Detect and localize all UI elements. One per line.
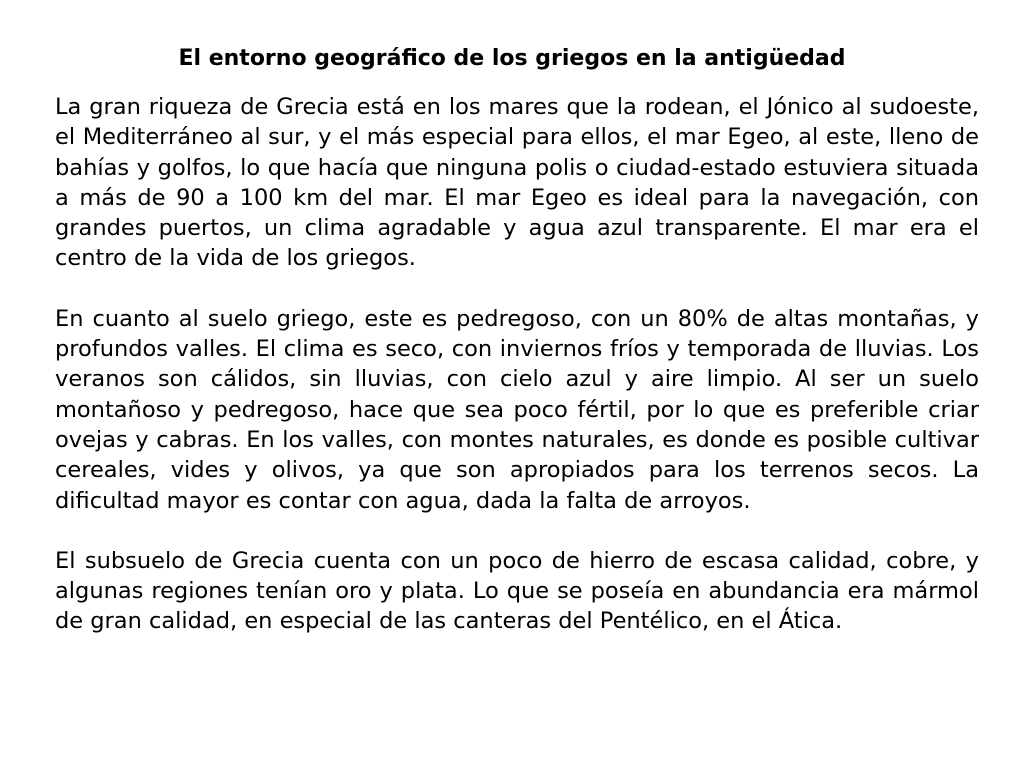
slide-body xyxy=(55,92,979,667)
paragraph-subsoil: El subsuelo de Grecia cuenta con un poco de hierro de escasa calidad, cobre, y algunas regiones tenían oro y plata. Lo que se poseía en abundancia era mármol de gran calidad, en especial de las canteras del Pentélico, en el Ática. xyxy=(55,547,979,635)
paragraph-soil-climate: En cuanto al suelo griego, este es pedregoso, con un 80% de altas montañas, y profundos valles. El clima es seco, con inviernos fríos y temporada de lluvias. Los veranos son cálidos, sin lluvias, con cielo azul y aire limpio. Al ser un suelo montañoso y pedregoso, hace que sea poco fértil, por lo que es preferible criar ovejas y cabras. En los valles, con montes naturales, es donde es posible cultivar cereales, vides y olivos, ya que son apropiados para los terrenos secos. La dificultad mayor es contar con agua, dada la falta de arroyos. xyxy=(55,305,979,514)
slide-title: El entorno geográfico de los griegos en la antigüedad xyxy=(178,46,846,71)
paragraph-seas: La gran riqueza de Grecia está en los mares que la rodean, el Jónico al sudoeste, el Mediterráneo al sur, y el más especial para ellos, el mar Egeo, al este, lleno de bahías y golfos, lo que hacía que ninguna polis o ciudad-estado estuviera situada a más de 90 a 100 km del mar. El mar Egeo es ideal para la navegación, con grandes puertos, un clima agradable y agua azul transparente. El mar era el centro de la vida de los griegos. xyxy=(55,94,979,272)
